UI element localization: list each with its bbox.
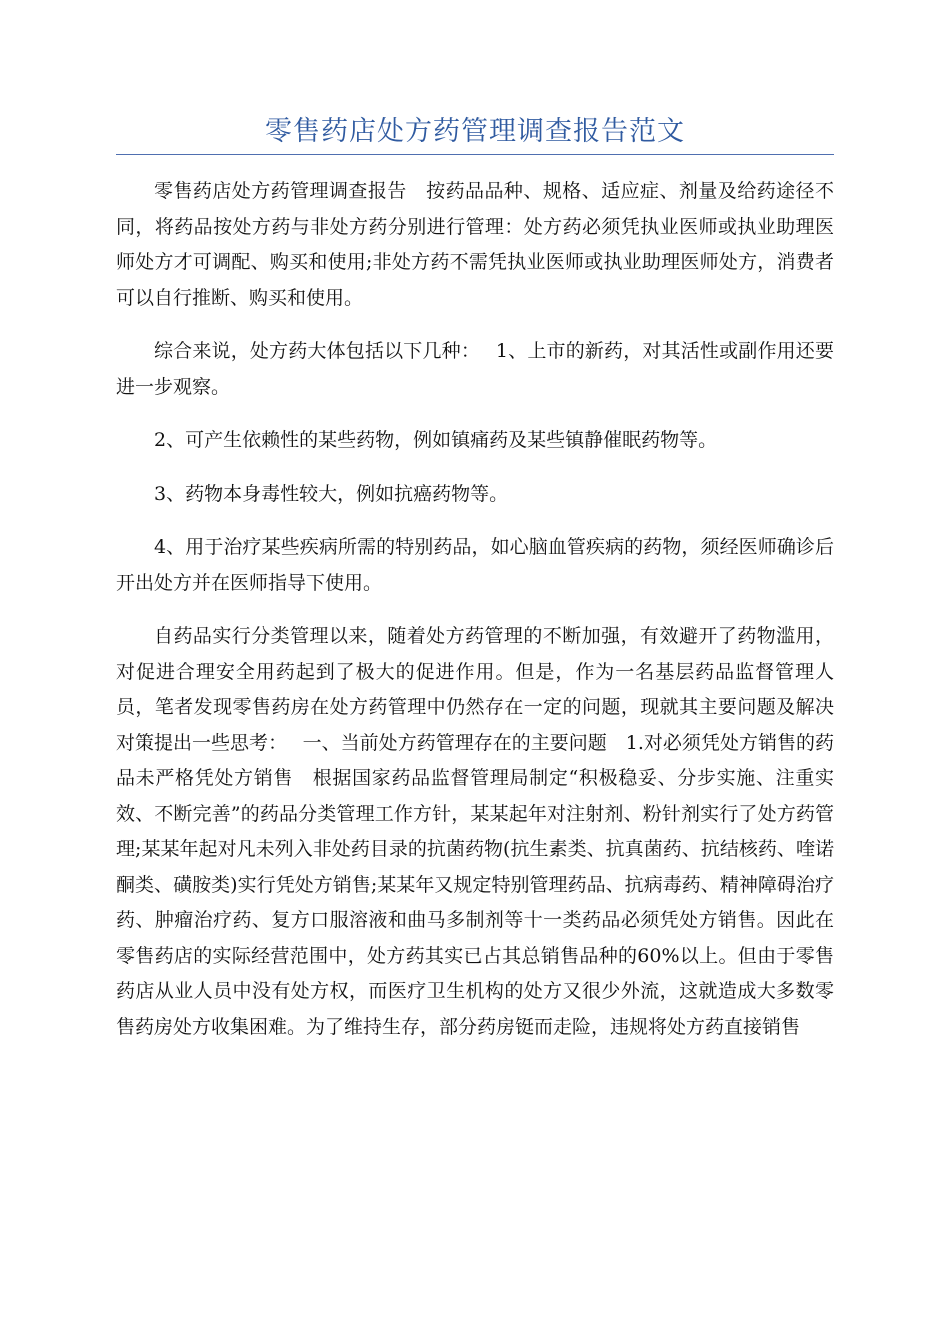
paragraph-analysis: 自药品实行分类管理以来，随着处方药管理的不断加强，有效避开了药物滥用，对促进合理安全用药起到了极大的促进作用。但是，作为一名基层药品监督管理人员，笔者发现零售药房在处方药管理中仍然存在一定的问题，现就其主要问题及解决对策提出一些思考： 一、当前处方药管理存在的主要问题 1.对必须凭处方销售的药品未严格凭处方销售 根据国家药品监督管理局制定“积极稳妥、分步实施、注重实效、不断完善”的药品分类管理工作方针，某某起年对注射剂、粉针剂实行了处方药管理;某某年起对凡未列入非处药目录的抗菌药物(抗生素类、抗真菌药、抗结核药、喹诺酮类、磺胺类)实行凭处方销售;某某年又规定特别管理药品、抗病毒药、精神障碍治疗药、肿瘤治疗药、复方口服溶液和曲马多制剂等十一类药品必须凭处方销售。因此在零售药店的实际经营范围中，处方药其实已占其总销售品种的60%以上。但由于零售药店从业人员中没有处方权，而医疗卫生机构的处方又很少外流，这就造成大多数零售药房处方收集困难。为了维持生存，部分药房铤而走险，违规将处方药直接销售 xyxy=(116,625,834,1038)
paragraph-summary: 综合来说，处方药大体包括以下几种： 1、上市的新药，对其活性或副作用还要进一步观察。 xyxy=(116,340,834,398)
paragraph-item-4: 4、用于治疗某些疾病所需的特别药品，如心脑血管疾病的药物，须经医师确诊后开出处方并在医师指导下使用。 xyxy=(116,536,834,594)
paragraph-intro: 零售药店处方药管理调查报告 按药品品种、规格、适应症、剂量及给药途径不同，将药品按处方药与非处方药分别进行管理：处方药必须凭执业医师或执业助理医师处方才可调配、购买和使用;非处方药不需凭执业医师或执业助理医师处方，消费者可以自行推断、购买和使用。 xyxy=(116,180,834,309)
document-title: 零售药店处方药管理调查报告范文 xyxy=(265,116,685,147)
document-body xyxy=(116,174,834,1045)
title-underline xyxy=(116,154,834,155)
paragraph-item-3: 3、药物本身毒性较大，例如抗癌药物等。 xyxy=(154,482,509,505)
paragraph-item-2: 2、可产生依赖性的某些药物，例如镇痛药及某些镇静催眠药物等。 xyxy=(154,429,718,451)
